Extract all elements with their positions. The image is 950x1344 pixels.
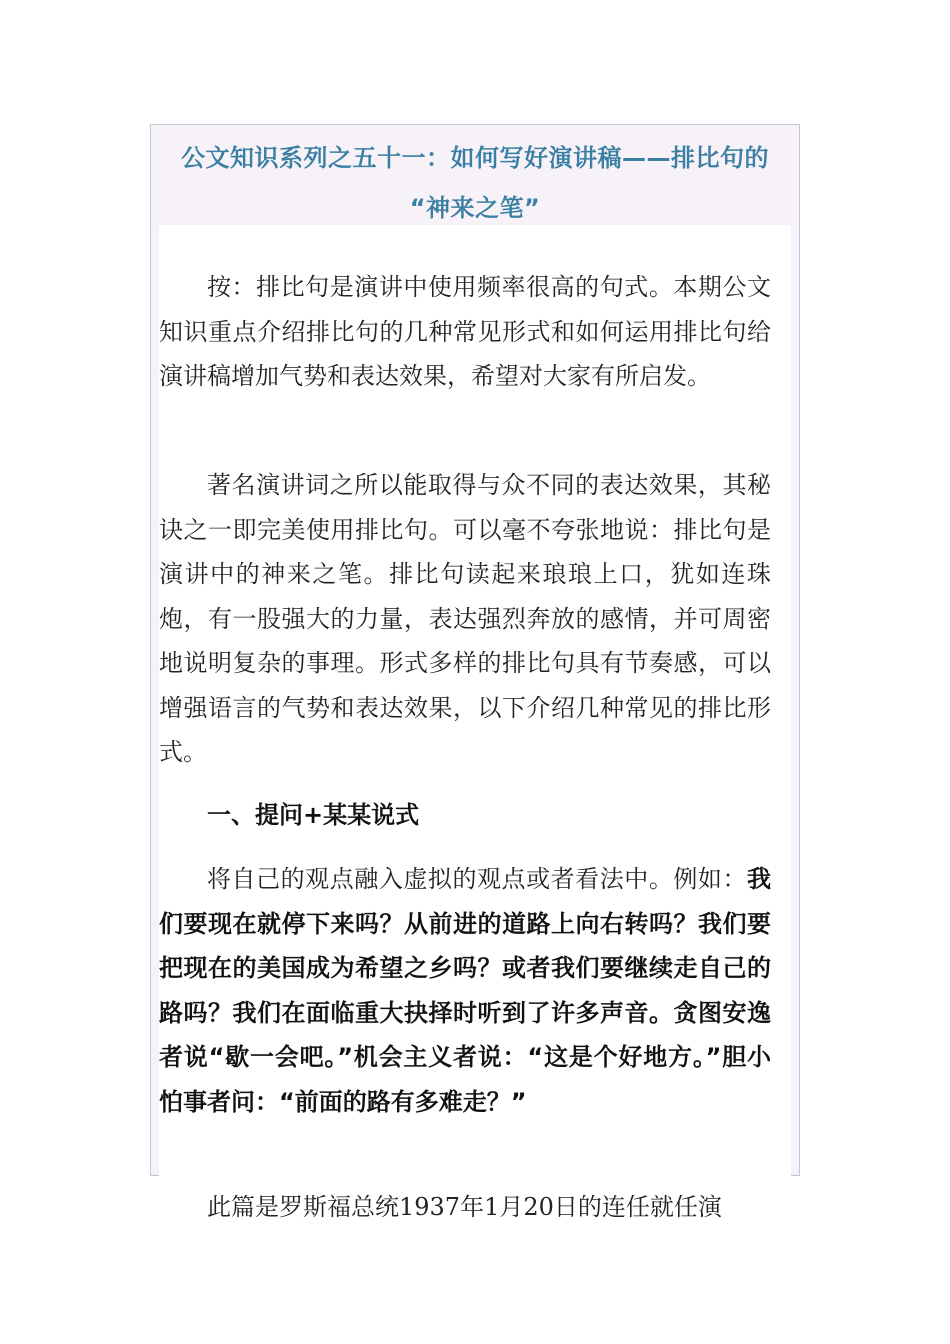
source-paragraph: 此篇是罗斯福总统1937年1月20日的连任就任演: [207, 1193, 722, 1221]
example-quote: 我们要现在就停下来吗？从前进的道路上向右转吗？我们要把现在的美国成为希望之乡吗？或者我们要继续走自己的路吗？我们在面临重大抉择时听到了许多声音。贪图安逸者说“歇一会吧。”机会主义者说：“这是个好地方。”胆小怕事者问：“前面的路有多难走？”: [159, 865, 771, 1116]
intro-paragraph: 著名演讲词之所以能取得与众不同的表达效果，其秘诀之一即完美使用排比句。可以毫不夸张地说：排比句是演讲中的神来之笔。排比句读起来琅琅上口，犹如连珠炮，有一股强大的力量，表达强烈奔放的感情，并可周密地说明复杂的事理。形式多样的排比句具有节奏感，可以增强语言的气势和表达效果，以下介绍几种常见的排比形式。: [159, 471, 771, 766]
article-body: [159, 225, 791, 1221]
example-intro: 将自己的观点融入虚拟的观点或者看法中。例如：: [207, 865, 747, 893]
preface-paragraph: 按：排比句是演讲中使用频率很高的句式。本期公文知识重点介绍排比句的几种常见形式和如何运用排比句给演讲稿增加气势和表达效果，希望对大家有所启发。: [159, 273, 771, 390]
title-line-2: “神来之笔”: [409, 194, 541, 222]
article-frame: [150, 124, 800, 1221]
article-title: [151, 133, 799, 233]
section-heading-1: 一、提问+某某说式: [207, 801, 420, 829]
title-line-1: 公文知识系列之五十一：如何写好演讲稿——排比句的: [181, 144, 769, 172]
example-paragraph: [159, 857, 771, 1124]
